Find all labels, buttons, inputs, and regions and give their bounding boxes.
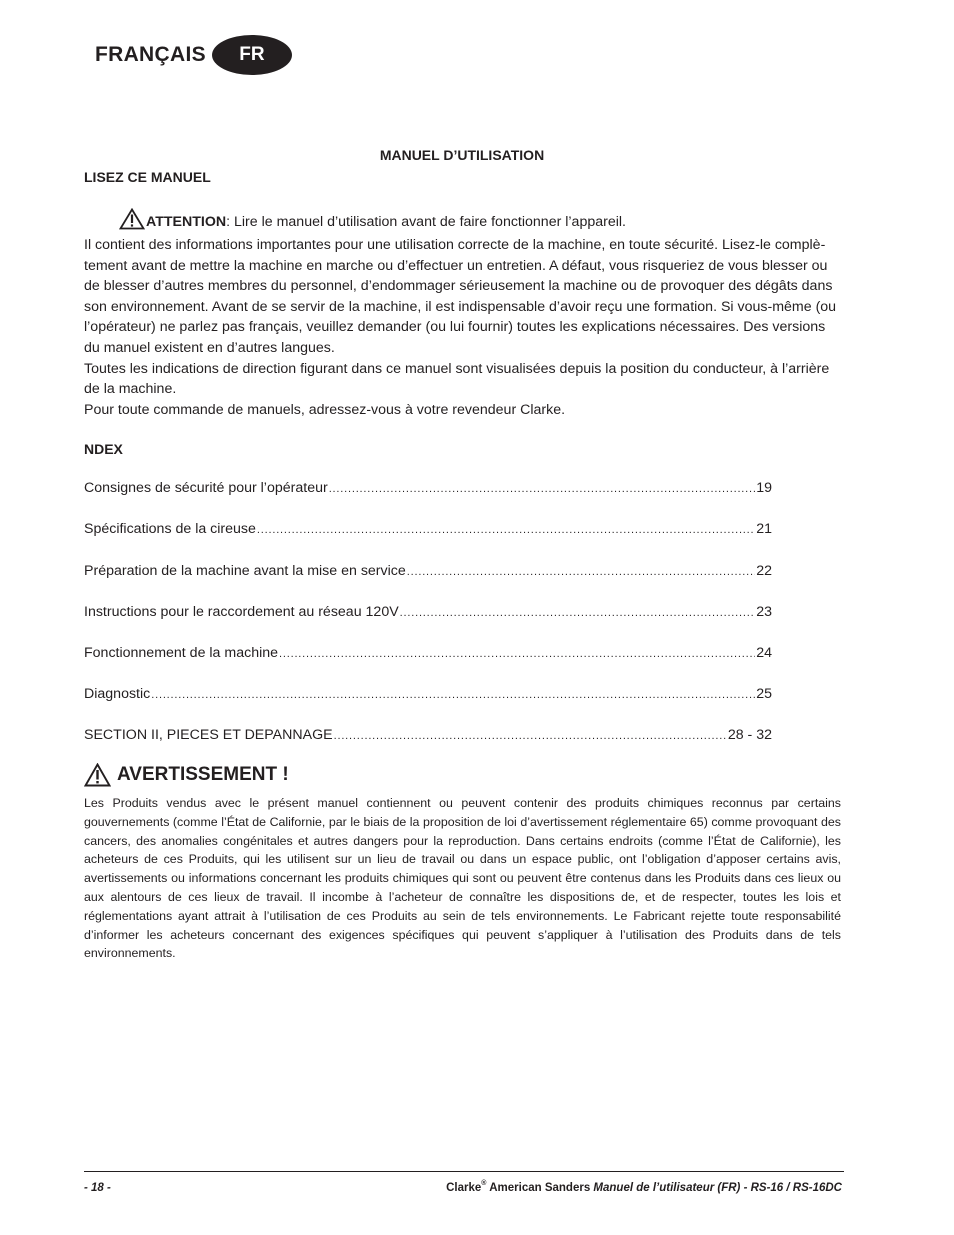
toc-page: 19 <box>756 480 772 496</box>
intro-paragraph: Toutes les indications de direction figurant dans ce manuel sont visualisées depuis la position du conducteur, à l’arrière de la machine. <box>84 360 830 398</box>
intro-paragraph: Pour toute commande de manuels, adressez-vous à votre revendeur Clarke. <box>84 401 566 418</box>
toc-label: SECTION II, PIECES ET DEPANNAGE <box>84 727 333 743</box>
toc-label: Instructions pour le raccordement au réseau 120V <box>84 604 399 620</box>
registered-mark: ® <box>481 1180 487 1187</box>
toc-leader <box>334 730 727 742</box>
attention-label: ATTENTION <box>146 214 227 230</box>
toc-leader <box>400 607 756 619</box>
document-title: MANUEL D’UTILISATION <box>379 147 545 163</box>
toc-label: Consignes de sécurité pour l’opérateur <box>84 480 328 496</box>
page-number: - 18 - <box>84 1182 111 1194</box>
attention-notice <box>119 208 626 232</box>
toc-leader <box>329 483 756 495</box>
toc-entry[interactable] <box>84 727 772 747</box>
warning-text: Les Produits vendus avec le présent manuel contiennent ou peuvent contenir des produits chimiques reconnus par certains gouvernements (comme l’État de Californie, par le biais de la proposition de loi d’avertissement réglementaire 65) comme provoquant des cancers, des anomalies congénitales et autres dangers pour la reproduction. Dans certains endroits (comme l’État de Californie), les acheteurs de ces Produits, qui les utilisent sur un lieu de travail ou dans un espace public, ont l’obligation d’apposer certains avis, avertissements ou informations concernant les produits chimiques qui sont ou peuvent être contenus dans les Produits dans ces lieux ou aux alentours de ces lieux de travail. Il incombe à l’acheteur de connaître les dispositions de, et de respecter, toutes les lois et réglementations ayant attrait à l’utilisation de ces Produits au sein de tels environnements. Le Fabricant rejette toute responsabilité d’informer les acheteurs concernant des exigences spécifiques qui peuvent s’appliquer à l’utilisation des Produits dans de tels environnements. <box>84 796 841 961</box>
toc-page: 25 <box>756 686 772 702</box>
toc-page: 24 <box>756 645 772 661</box>
toc-entry[interactable] <box>84 521 772 541</box>
footer-company: American Sanders <box>486 1182 594 1194</box>
toc-entry[interactable] <box>84 604 772 624</box>
warning-triangle-icon <box>119 208 145 230</box>
toc-entry[interactable] <box>84 563 772 583</box>
toc-label: Préparation de la machine avant la mise en service <box>84 563 406 579</box>
attention-text: : Lire le manuel d’utilisation avant de faire fonctionner l’appareil. <box>226 214 626 230</box>
toc-entry[interactable] <box>84 480 772 500</box>
warning-triangle-icon <box>84 763 111 787</box>
toc-label: Spécifications de la cireuse <box>84 521 256 537</box>
footer-brand: Clarke <box>446 1182 482 1194</box>
language-badge: FR <box>212 35 292 75</box>
footer-manual-title: Manuel de l’utilisateur (FR) - RS-16 / RS-16DC <box>593 1182 842 1194</box>
toc-page: 28 - 32 <box>727 727 772 743</box>
toc-entry[interactable] <box>84 686 772 706</box>
index-heading: NDEX <box>84 441 123 457</box>
toc-page: 23 <box>756 604 772 620</box>
warning-title: AVERTISSEMENT ! <box>117 764 289 785</box>
toc-leader <box>279 648 755 660</box>
toc-leader <box>151 689 755 701</box>
read-manual-heading: LISEZ CE MANUEL <box>84 169 211 185</box>
toc-leader <box>407 566 755 578</box>
footer-manual-info <box>446 1180 842 1194</box>
intro-paragraph: Il contient des informations importantes pour une utilisation correcte de la machine, en toute sécurité. Lisez-le complètement avant de mettre la machine en marche ou d’effectuer un entretien. A défaut, vous risqueriez de vous blesser ou de blesser d’autres membres du personnel, d’endommager sérieusement la machine ou de provoquer des dégâts dans son environnement. Avant de se servir de la machine, il est indispensable d’avoir reçu une formation. Si vous-même (ou l’opérateur) ne parlez pas français, veuillez demander (ou lui fournir) toutes les explications nécessaires. Des versions du manuel existent en d’autres langues. <box>84 237 837 356</box>
toc-page: 22 <box>756 563 772 579</box>
footer-divider <box>84 1171 844 1172</box>
toc-label: Diagnostic <box>84 686 151 702</box>
warning-heading <box>84 763 289 787</box>
language-header <box>95 35 292 75</box>
intro-text <box>84 235 842 420</box>
language-name: FRANÇAIS <box>95 43 206 66</box>
toc-entry[interactable] <box>84 645 772 665</box>
toc-leader <box>257 524 755 536</box>
toc-page: 21 <box>756 521 772 537</box>
toc-label: Fonctionnement de la machine <box>84 645 279 661</box>
